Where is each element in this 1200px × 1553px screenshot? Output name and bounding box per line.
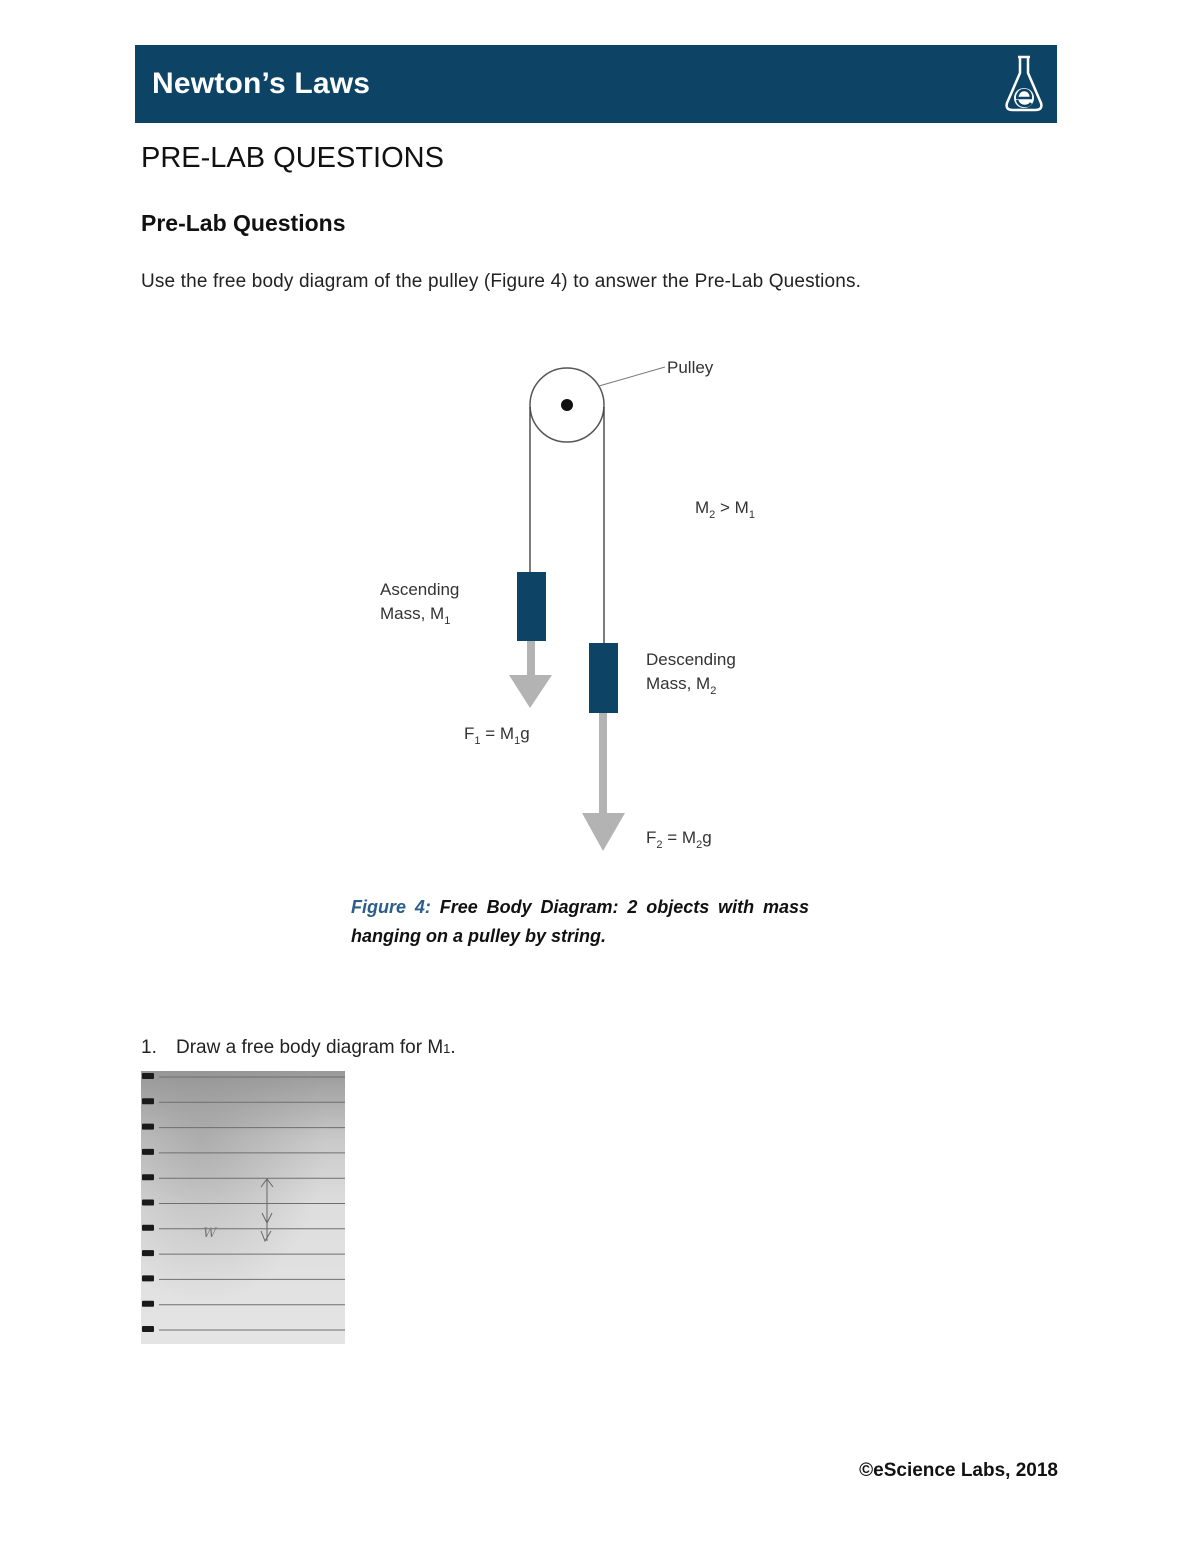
force2-arrow-shaft (599, 713, 607, 815)
question-1 (141, 1037, 456, 1059)
ascending-mass-block (517, 572, 546, 641)
handwritten-answer-photo (141, 1071, 345, 1344)
spiral-hole (142, 1200, 154, 1206)
pulley-label: Pulley (667, 358, 714, 377)
question-period: . (450, 1037, 456, 1058)
section-heading: PRE-LAB QUESTIONS (141, 142, 444, 174)
spiral-hole (142, 1250, 154, 1256)
spiral-hole (142, 1275, 154, 1281)
descending-mass-label-line1: Descending (646, 650, 736, 669)
header-banner (135, 45, 1057, 123)
force1-arrow-shaft (527, 641, 535, 677)
pulley-label-leader (599, 367, 665, 386)
spiral-hole (142, 1098, 154, 1104)
spiral-hole (142, 1073, 154, 1079)
force2-label: $F_2 = M_2g$ (646, 828, 712, 851)
spiral-hole (142, 1225, 154, 1231)
paper-shadow (141, 1071, 345, 1344)
flask-e-logo-icon (1001, 53, 1047, 115)
mass-relation: $M_2 > M_1$ (695, 498, 755, 521)
figure-reference: Figure 4: (351, 897, 431, 917)
spiral-hole (142, 1149, 154, 1155)
pulley-axle (561, 399, 573, 411)
spiral-hole (142, 1174, 154, 1180)
spiral-hole (142, 1124, 154, 1130)
copyright-footer: ©eScience Labs, 2018 (859, 1460, 1058, 1481)
sub-heading: Pre-Lab Questions (141, 210, 346, 236)
question-subscript: 1 (443, 1041, 451, 1056)
pulley-free-body-diagram (340, 345, 820, 865)
force1-arrow-head (509, 675, 552, 708)
question-number: 1. (141, 1037, 157, 1058)
descending-mass-label-line2: Mass, $M_2$ (646, 674, 717, 697)
descending-mass-block (589, 643, 618, 713)
intro-text: Use the free body diagram of the pulley (Figure 4) to answer the Pre-Lab Questions. (141, 271, 862, 292)
ascending-mass-label-line2: Mass, $M_1$ (380, 604, 451, 627)
question-text: Draw a free body diagram for M (176, 1037, 444, 1058)
ascending-mass-label-line1: Ascending (380, 580, 460, 599)
figure-caption (351, 893, 809, 951)
force1-label: $F_1 = M_1g$ (464, 724, 530, 747)
caption-text: Free Body Diagram: 2 objects with mass hanging on a pulley by string. (351, 897, 809, 946)
force2-arrow-head (582, 813, 625, 851)
handwritten-weight-label: W (203, 1226, 217, 1241)
spiral-hole (142, 1301, 154, 1307)
spiral-hole (142, 1326, 154, 1332)
document-title: Newton’s Laws (152, 67, 371, 100)
